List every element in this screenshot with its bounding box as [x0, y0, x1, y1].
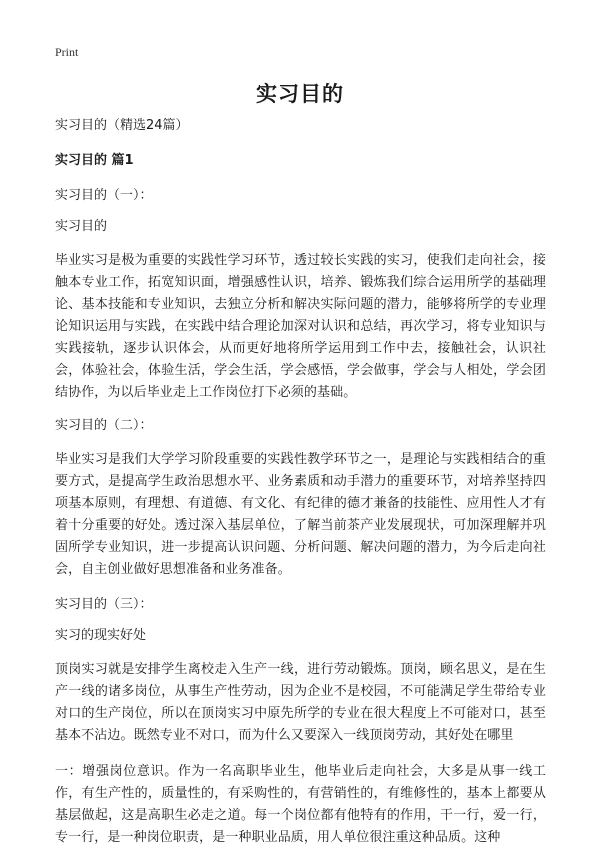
part3-point1-paragraph: 一：增强岗位意识。作为一名高职毕业生，他毕业后走向社会，大多是从事一线工作，有生产性的，质量性的，有采购性的，有营销性的，有维修性的，基本上都要从基层做起，这是高职生必走之道。每一个岗位都有他特有的作用，干一行，爱一行，专一行，是一种岗位职责，是一种职业品质，用人单位很注重这种品质。这种	[55, 764, 546, 845]
part1-subheading: 实习目的	[55, 219, 108, 234]
part3-label: 实习目的（三）：	[55, 597, 153, 612]
part1-paragraph: 毕业实习是极为重要的实践性学习环节，透过较长实践的实习，使我们走向社会，接触本专业工作，拓宽知识面，增强感性认识，培养、锻炼我们综合运用所学的基础理论、基本技能和专业知识，去独立分析和解决实际问题的潜力，能够将所学的专业理论知识运用与实践，在实践中结合理论加深对认识和总结，再次学习，将专业知识与实践接轨，逐步认识体会，从而更好地将所学运用到工作中去，接触社会，认识社会，体验社会，体验生活，学会生活，学会感悟，学会做事，学会与人相处，学会团结协作，为以后毕业走上工作岗位打下必须的基础。	[55, 253, 546, 400]
part1-label: 实习目的（一）：	[55, 188, 153, 203]
document-body	[55, 116, 546, 849]
section-heading: 实习目的 篇1	[55, 153, 134, 168]
part2-paragraph: 毕业实习是我们大学学习阶段重要的实践性教学环节之一，是理论与实践相结合的重要方式，是提高学生政治思想水平、业务素质和动手潜力的重要环节，对培养坚持四项基本原则，有理想、有道德、有文化、有纪律的德才兼备的技能性、应用性人才有着十分重要的好处。透过深入基层单位，了解当前茶产业发展现状，可加深理解并巩固所学专业知识，进一步提高认识问题、分析问题、解决问题的潜力，为今后走向社会，自主创业做好思想准备和业务准备。	[55, 452, 546, 577]
page-title: 实习目的	[256, 82, 344, 106]
part3-paragraph: 顶岗实习就是安排学生离校走入生产一线，进行劳动锻炼。顶岗，顾名思义，是在生产一线的诸多岗位，从事生产性劳动，因为企业不是校园，不可能满足学生带给专业对口的生产岗位，所以在顶岗实习中原先所学的专业在很大程度上不可能对口，甚至基本不沾边。既然专业不对口，而为什么又要深入一线顶岗劳动，其好处在哪里	[55, 662, 546, 743]
document-subtitle: 实习目的（精选24篇）	[55, 118, 189, 133]
print-link[interactable]: Print	[55, 45, 79, 59]
part2-label: 实习目的（二）：	[55, 418, 153, 433]
part3-subheading: 实习的现实好处	[55, 628, 147, 643]
